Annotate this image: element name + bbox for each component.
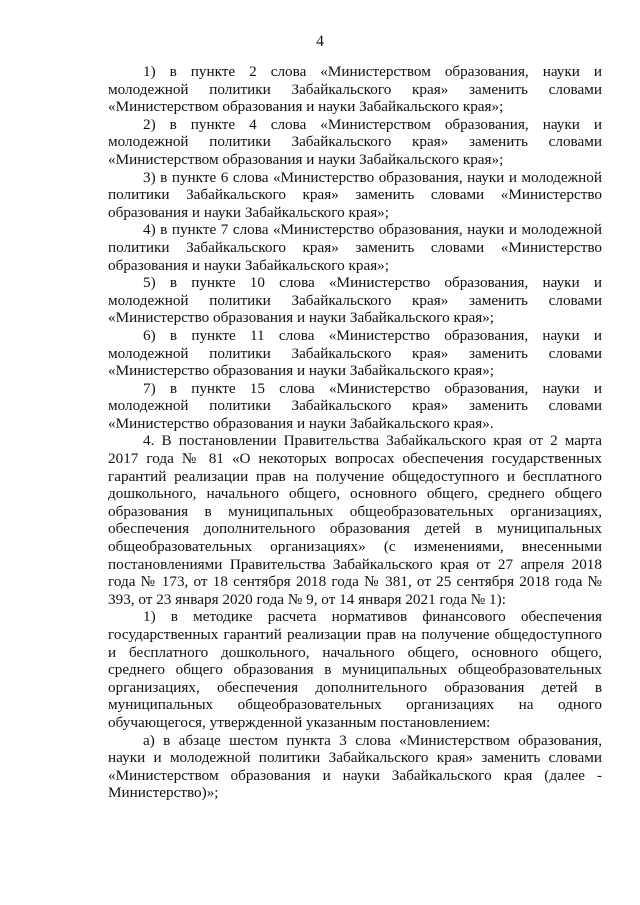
- paragraph-item-7: 7) в пункте 15 слова «Министерство образования, науки и молодежной политики Забайкальского края» заменить словами «Министерство образования и науки Забайкальского края».: [108, 379, 602, 432]
- paragraph-item-4: 4) в пункте 7 слова «Министерство образования, науки и молодежной политики Забайкальского края» заменить словами «Министерство образования и науки Забайкальского края»;: [108, 221, 602, 274]
- paragraph-item-2: 2) в пункте 4 слова «Министерством образования, науки и молодежной политики Забайкальского края» заменить словами «Министерством образования и науки Забайкальского края»;: [108, 115, 602, 168]
- page-number: 4: [316, 33, 324, 50]
- paragraph-subitem-a: а) в абзаце шестом пункта 3 слова «Министерством образования, науки и молодежной политики Забайкальского края» заменить словами «Министерством образования и науки Забайкальского края (далее - Министерство)»;: [108, 731, 602, 802]
- paragraph-item-3: 3) в пункте 6 слова «Министерство образования, науки и молодежной политики Забайкальского края» заменить словами «Министерство образования и науки Забайкальского края»;: [108, 168, 602, 221]
- paragraph-subitem-1: 1) в методике расчета нормативов финансового обеспечения государственных гарантий реализации прав на получение общедоступного и бесплатного дошкольного, начального общего, основного общего, среднего общего образования в муниципальных общеобразовательных организациях, обеспечения дополнительного образования детей в муниципальных общеобразовательных организациях на одного обучающегося, утвержденной указанным постановлением:: [108, 608, 602, 731]
- paragraph-item-5: 5) в пункте 10 слова «Министерство образования, науки и молодежной политики Забайкальского края» заменить словами «Министерство образования и науки Забайкальского края»;: [108, 274, 602, 327]
- paragraph-section-4: 4. В постановлении Правительства Забайкальского края от 2 марта 2017 года № 81 «О некоторых вопросах обеспечения государственных гарантий реализации прав на получение общедоступного и бесплатного дошкольного, начального общего, основного общего, среднего общего образования в муниципальных общеобразовательных организациях, обеспечения дополнительного образования детей в муниципальных общеобразовательных организациях» (с изменениями, внесенными постановлениями Правительства Забайкальского края от 27 апреля 2018 года № 173, от 18 сентября 2018 года № 381, от 25 сентября 2018 года № 393, от 23 января 2020 года № 9, от 14 января 2021 года № 1):: [108, 432, 602, 608]
- paragraph-item-6: 6) в пункте 11 слова «Министерство образования, науки и молодежной политики Забайкальского края» заменить словами «Министерство образования и науки Забайкальского края»;: [108, 326, 602, 380]
- paragraph-item-1: 1) в пункте 2 слова «Министерством образования, науки и молодежной политики Забайкальского края» заменить словами «Министерством образования и науки Забайкальского края»;: [108, 63, 602, 116]
- document-body: [108, 63, 602, 802]
